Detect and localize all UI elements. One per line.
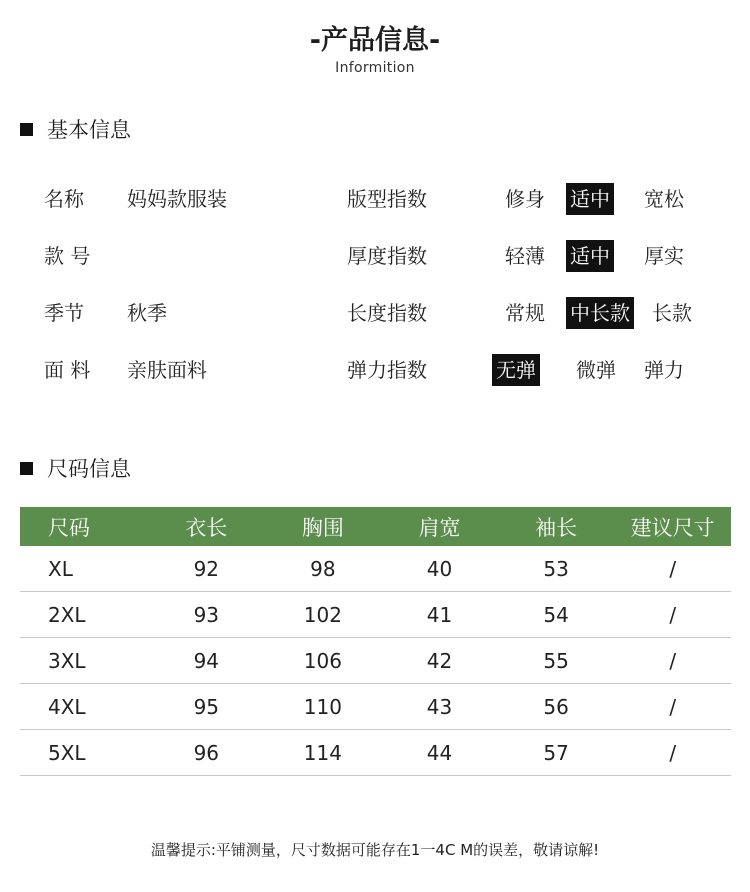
info-value: 秋季 — [127, 301, 167, 325]
info-label: 名称 — [44, 187, 84, 211]
footer-note: 温馨提示:平铺测量，尺寸数据可能存在1一4C M的误差，敬请谅解! — [150, 841, 600, 859]
column-header: 尺码 — [20, 507, 148, 546]
index-option: 长款 — [652, 301, 692, 325]
basic-info-title: 基本信息 — [47, 118, 131, 142]
index-label: 长度指数 — [347, 301, 427, 325]
page-title: -产品信息- — [309, 25, 441, 56]
table-cell: 114 — [265, 730, 382, 776]
table-cell: 94 — [148, 638, 265, 684]
info-row — [0, 297, 750, 329]
index-option: 厚实 — [644, 244, 684, 268]
table-cell: 3XL — [20, 638, 148, 684]
index-option: 宽松 — [644, 187, 684, 211]
table-row — [20, 730, 731, 776]
table-cell: 53 — [498, 546, 615, 592]
table-cell: 55 — [498, 638, 615, 684]
table-cell: XL — [20, 546, 148, 592]
table-cell: 92 — [148, 546, 265, 592]
table-row — [20, 638, 731, 684]
index-option-selected: 中长款 — [566, 297, 634, 329]
basic-info-heading — [20, 114, 131, 144]
square-bullet-icon — [20, 462, 33, 475]
index-option: 常规 — [505, 301, 545, 325]
size-table-body — [20, 546, 731, 776]
table-cell: 56 — [498, 684, 615, 730]
index-option-selected: 适中 — [566, 183, 614, 215]
column-header: 建议尺寸 — [614, 507, 731, 546]
table-cell: 96 — [148, 730, 265, 776]
table-cell: 40 — [381, 546, 498, 592]
table-cell: / — [614, 730, 731, 776]
column-header: 衣长 — [148, 507, 265, 546]
index-label: 弹力指数 — [347, 358, 427, 382]
index-label: 版型指数 — [347, 187, 427, 211]
index-option: 轻薄 — [505, 244, 545, 268]
info-row — [0, 240, 750, 272]
table-cell: 44 — [381, 730, 498, 776]
table-cell: / — [614, 592, 731, 638]
table-row — [20, 684, 731, 730]
info-value: 亲肤面料 — [127, 358, 207, 382]
table-cell: 5XL — [20, 730, 148, 776]
size-info-title: 尺码信息 — [47, 457, 131, 481]
column-header: 袖长 — [498, 507, 615, 546]
table-cell: 106 — [265, 638, 382, 684]
size-info-heading — [20, 453, 131, 483]
table-cell: 110 — [265, 684, 382, 730]
size-table — [20, 507, 731, 776]
column-header: 胸围 — [265, 507, 382, 546]
table-cell: 54 — [498, 592, 615, 638]
info-label: 面 料 — [44, 358, 91, 382]
table-cell: 98 — [265, 546, 382, 592]
index-option: 修身 — [505, 187, 545, 211]
table-cell: 95 — [148, 684, 265, 730]
info-label: 款 号 — [44, 244, 91, 268]
table-cell: 41 — [381, 592, 498, 638]
table-cell: 4XL — [20, 684, 148, 730]
table-cell: 93 — [148, 592, 265, 638]
info-row — [0, 354, 750, 386]
info-label: 季节 — [44, 301, 84, 325]
info-value: 妈妈款服装 — [127, 187, 227, 211]
table-cell: / — [614, 684, 731, 730]
column-header: 肩宽 — [381, 507, 498, 546]
table-row — [20, 592, 731, 638]
index-option-selected: 无弹 — [492, 354, 540, 386]
table-cell: / — [614, 546, 731, 592]
table-cell: 43 — [381, 684, 498, 730]
table-cell: 102 — [265, 592, 382, 638]
table-row — [20, 546, 731, 592]
table-cell: 57 — [498, 730, 615, 776]
table-cell: / — [614, 638, 731, 684]
index-option-selected: 适中 — [566, 240, 614, 272]
page-subtitle: Informition — [335, 60, 415, 76]
info-row — [0, 183, 750, 215]
table-cell: 42 — [381, 638, 498, 684]
index-option: 弹力 — [644, 358, 684, 382]
index-label: 厚度指数 — [347, 244, 427, 268]
size-table-header — [20, 507, 731, 546]
table-cell: 2XL — [20, 592, 148, 638]
index-option: 微弹 — [576, 358, 616, 382]
square-bullet-icon — [20, 123, 33, 136]
